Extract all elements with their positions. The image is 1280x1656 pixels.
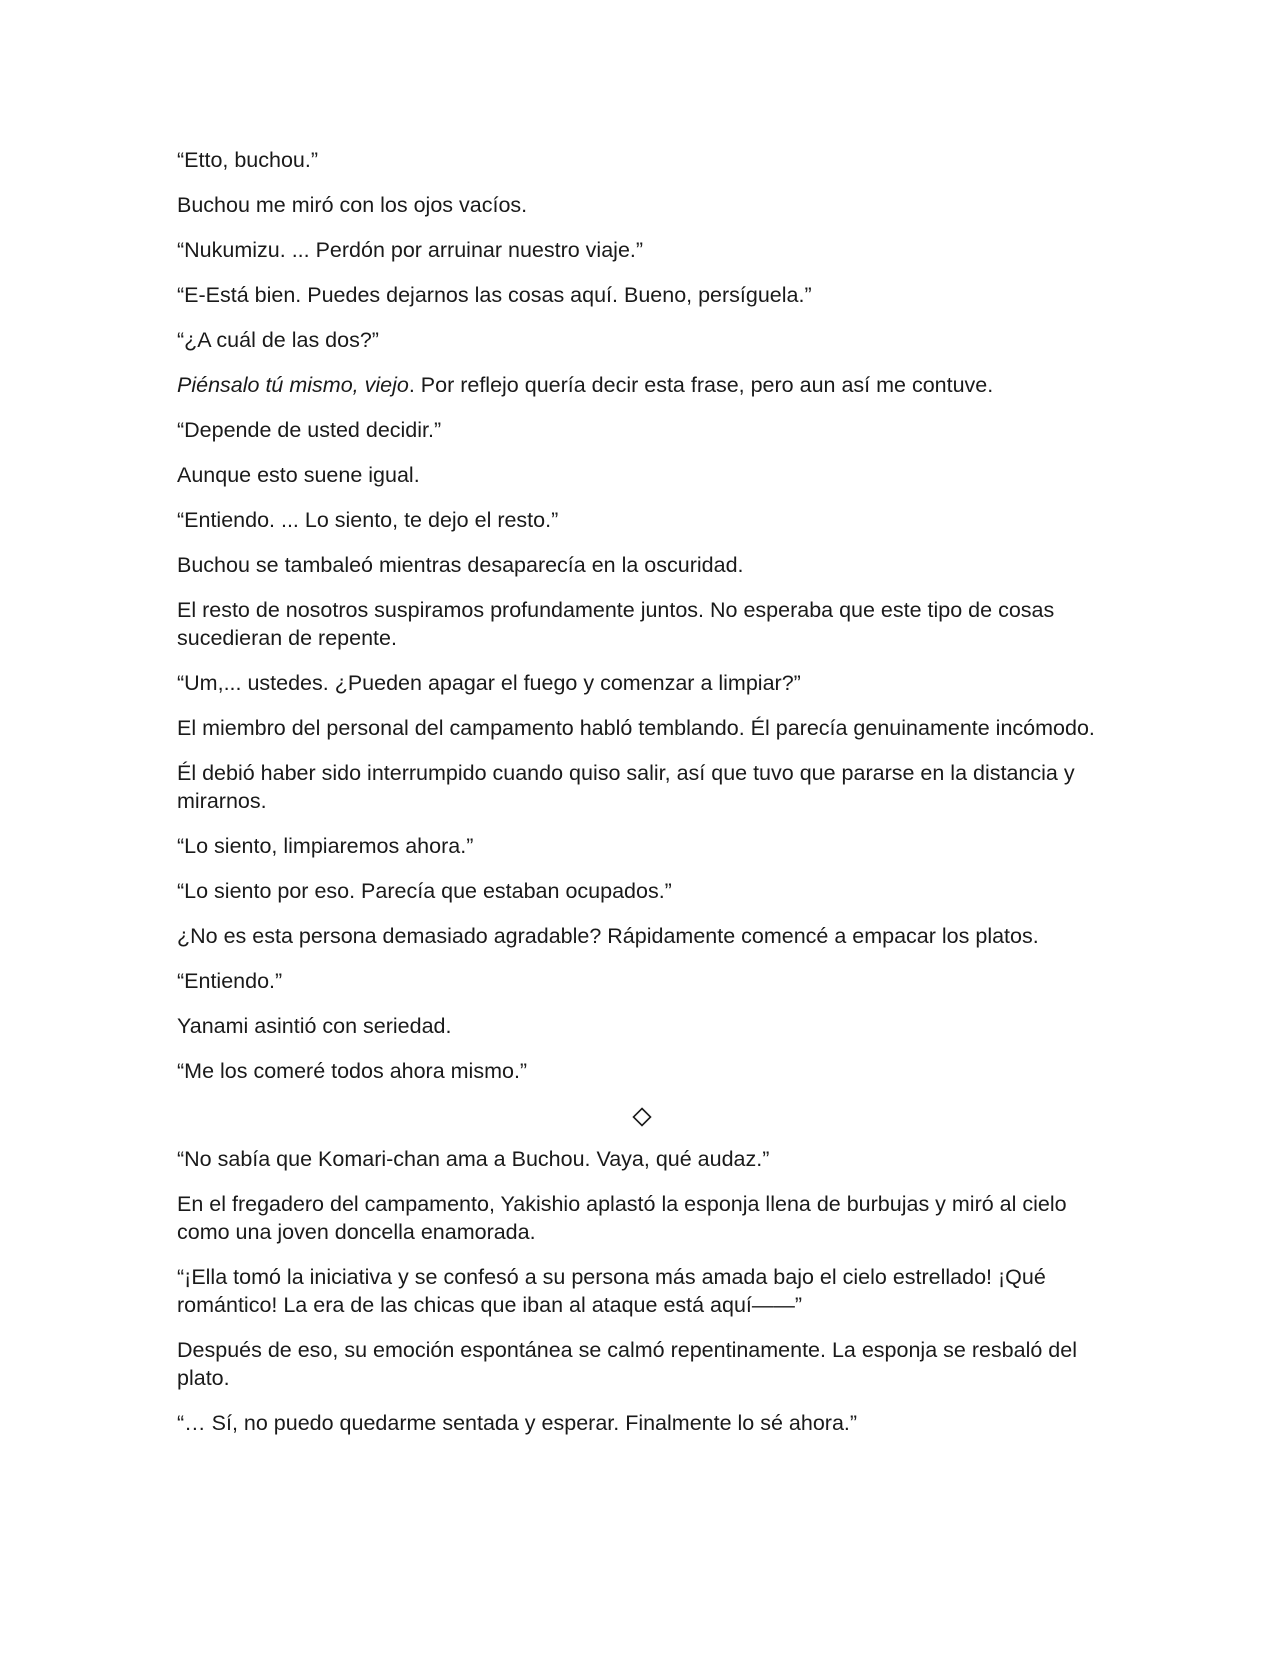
paragraph: El resto de nosotros suspiramos profundamente juntos. No esperaba que este tipo de cosas sucedieran de repente. — [177, 598, 1055, 650]
text-body — [177, 146, 1107, 1454]
paragraph: “… Sí, no puedo quedarme sentada y esperar. Finalmente lo sé ahora.” — [177, 1411, 858, 1435]
paragraph: “Lo siento, limpiaremos ahora.” — [177, 834, 474, 858]
paragraph: “Nukumizu. ... Perdón por arruinar nuestro viaje.” — [177, 238, 644, 262]
paragraph: En el fregadero del campamento, Yakishio aplastó la esponja llena de burbujas y miró al cielo como una joven doncella enamorada. — [177, 1192, 1067, 1244]
paragraph: Buchou me miró con los ojos vacíos. — [177, 193, 528, 217]
paragraph: Yanami asintió con seriedad. — [177, 1014, 452, 1038]
paragraph: “Um,... ustedes. ¿Pueden apagar el fuego y comenzar a limpiar?” — [177, 671, 801, 695]
paragraph-rest: . Por reflejo quería decir esta frase, pero aun así me contuve. — [408, 373, 994, 397]
paragraph: “No sabía que Komari-chan ama a Buchou. Vaya, qué audaz.” — [177, 1147, 770, 1171]
paragraph: “E-Está bien. Puedes dejarnos las cosas aquí. Bueno, persíguela.” — [177, 283, 812, 307]
paragraph: El miembro del personal del campamento habló temblando. Él parecía genuinamente incómodo. — [177, 716, 1095, 740]
paragraph: “¿A cuál de las dos?” — [177, 328, 379, 352]
scene-separator — [177, 1102, 1107, 1130]
paragraph: “Lo siento por eso. Parecía que estaban ocupados.” — [177, 879, 672, 903]
paragraph: “Entiendo. ... Lo siento, te dejo el resto.” — [177, 508, 559, 532]
paragraph-italic-thought — [177, 371, 1107, 399]
paragraph: Él debió haber sido interrumpido cuando quiso salir, así que tuvo que pararse en la distancia y mirarnos. — [177, 761, 1075, 813]
paragraph: Después de eso, su emoción espontánea se calmó repentinamente. La esponja se resbaló del plato. — [177, 1338, 1077, 1390]
paragraph: “Entiendo.” — [177, 969, 283, 993]
paragraph: ¿No es esta persona demasiado agradable? Rápidamente comencé a empacar los platos. — [177, 924, 1039, 948]
paragraph: Aunque esto suene igual. — [177, 463, 420, 487]
italic-thought: Piénsalo tú mismo, viejo — [177, 373, 409, 397]
paragraph: “Etto, buchou.” — [177, 148, 319, 172]
paragraph: Buchou se tambaleó mientras desaparecía en la oscuridad. — [177, 553, 744, 577]
paragraph: “Me los comeré todos ahora mismo.” — [177, 1059, 528, 1083]
paragraph: “Depende de usted decidir.” — [177, 418, 442, 442]
paragraph: “¡Ella tomó la iniciativa y se confesó a su persona más amada bajo el cielo estrellado! ¡Qué romántico! La era de las chicas que iban al ataque está aquí——” — [177, 1265, 1046, 1317]
diamond-outline-icon — [632, 1107, 652, 1127]
